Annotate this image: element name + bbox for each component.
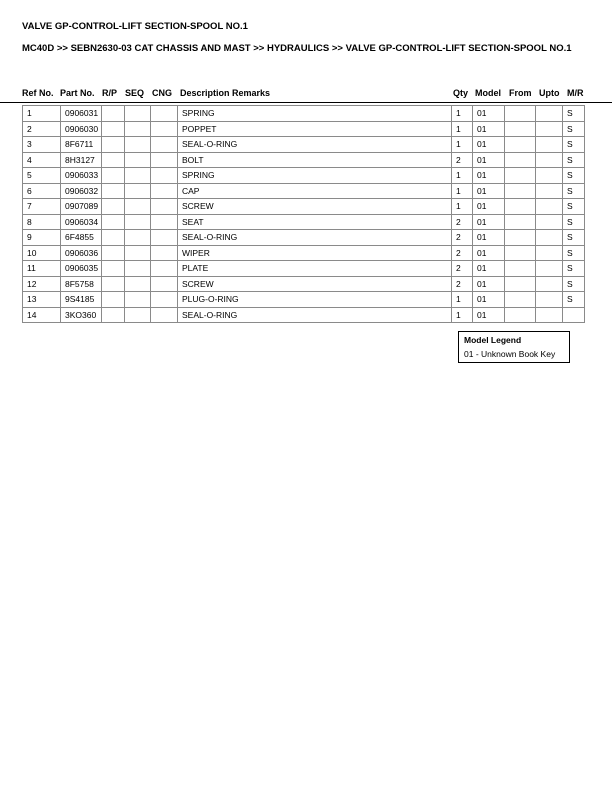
cell-upto (536, 230, 563, 246)
cell-rp (102, 261, 125, 277)
cell-cng (151, 214, 178, 230)
cell-part: 3KO360 (61, 307, 102, 323)
cell-desc: WIPER (178, 245, 452, 261)
table-row (23, 106, 585, 122)
cell-upto (536, 276, 563, 292)
cell-cng (151, 261, 178, 277)
cell-upto (536, 214, 563, 230)
column-header-cng: CNG (152, 88, 172, 98)
cell-upto (536, 168, 563, 184)
cell-part: 9S4185 (61, 292, 102, 308)
cell-seq (125, 199, 151, 215)
table-row (23, 245, 585, 261)
column-header-rp: R/P (102, 88, 118, 98)
cell-mr: S (563, 245, 585, 261)
cell-seq (125, 307, 151, 323)
cell-from (505, 292, 536, 308)
cell-qty: 1 (452, 183, 473, 199)
cell-qty: 1 (452, 121, 473, 137)
cell-rp (102, 183, 125, 199)
cell-model: 01 (473, 261, 505, 277)
cell-qty: 2 (452, 245, 473, 261)
cell-ref: 8 (23, 214, 61, 230)
cell-rp (102, 121, 125, 137)
cell-rp (102, 292, 125, 308)
cell-from (505, 214, 536, 230)
cell-qty: 2 (452, 276, 473, 292)
table-row (23, 168, 585, 184)
cell-desc: PLATE (178, 261, 452, 277)
cell-upto (536, 292, 563, 308)
cell-rp (102, 230, 125, 246)
cell-desc: SPRING (178, 168, 452, 184)
cell-from (505, 168, 536, 184)
cell-desc: SCREW (178, 276, 452, 292)
table-row (23, 230, 585, 246)
table-row (23, 214, 585, 230)
cell-ref: 4 (23, 152, 61, 168)
cell-upto (536, 307, 563, 323)
cell-model: 01 (473, 106, 505, 122)
cell-desc: SEAL-O-RING (178, 230, 452, 246)
cell-mr: S (563, 276, 585, 292)
column-header-seq: SEQ (125, 88, 145, 98)
cell-qty: 2 (452, 214, 473, 230)
cell-upto (536, 245, 563, 261)
cell-part: 0906030 (61, 121, 102, 137)
cell-desc: SPRING (178, 106, 452, 122)
cell-from (505, 199, 536, 215)
cell-rp (102, 307, 125, 323)
model-legend-item: 01 - Unknown Book Key (464, 349, 556, 359)
cell-cng (151, 121, 178, 137)
cell-seq (125, 168, 151, 184)
cell-ref: 14 (23, 307, 61, 323)
cell-part: 0906035 (61, 261, 102, 277)
cell-ref: 5 (23, 168, 61, 184)
cell-ref: 2 (23, 121, 61, 137)
cell-from (505, 230, 536, 246)
cell-desc: SEAT (178, 214, 452, 230)
cell-desc: BOLT (178, 152, 452, 168)
cell-qty: 1 (452, 292, 473, 308)
cell-cng (151, 183, 178, 199)
cell-model: 01 (473, 121, 505, 137)
cell-part: 6F4855 (61, 230, 102, 246)
page-title: VALVE GP-CONTROL-LIFT SECTION-SPOOL NO.1 (22, 21, 248, 32)
cell-qty: 1 (452, 168, 473, 184)
cell-rp (102, 106, 125, 122)
cell-seq (125, 292, 151, 308)
cell-desc: SEAL-O-RING (178, 307, 452, 323)
cell-seq (125, 230, 151, 246)
cell-upto (536, 121, 563, 137)
cell-model: 01 (473, 245, 505, 261)
cell-from (505, 307, 536, 323)
cell-rp (102, 214, 125, 230)
cell-model: 01 (473, 152, 505, 168)
parts-table (22, 105, 585, 323)
cell-mr: S (563, 152, 585, 168)
cell-qty: 1 (452, 307, 473, 323)
header-divider (0, 102, 612, 103)
table-row (23, 121, 585, 137)
cell-from (505, 183, 536, 199)
cell-qty: 2 (452, 152, 473, 168)
cell-part: 0906033 (61, 168, 102, 184)
column-header-part: Part No. (60, 88, 95, 98)
cell-part: 0906034 (61, 214, 102, 230)
cell-mr: S (563, 214, 585, 230)
table-row (23, 152, 585, 168)
cell-ref: 7 (23, 199, 61, 215)
cell-model: 01 (473, 168, 505, 184)
cell-part: 8F6711 (61, 137, 102, 153)
cell-part: 0907089 (61, 199, 102, 215)
cell-model: 01 (473, 292, 505, 308)
column-header-qty: Qty (453, 88, 469, 98)
cell-ref: 9 (23, 230, 61, 246)
cell-desc: PLUG-O-RING (178, 292, 452, 308)
cell-ref: 11 (23, 261, 61, 277)
cell-qty: 2 (452, 261, 473, 277)
cell-model: 01 (473, 307, 505, 323)
cell-part: 0906031 (61, 106, 102, 122)
cell-rp (102, 137, 125, 153)
cell-model: 01 (473, 183, 505, 199)
cell-mr (563, 307, 585, 323)
cell-mr: S (563, 168, 585, 184)
model-legend (458, 331, 570, 363)
cell-seq (125, 261, 151, 277)
cell-cng (151, 276, 178, 292)
cell-from (505, 152, 536, 168)
cell-seq (125, 245, 151, 261)
cell-desc: SCREW (178, 199, 452, 215)
breadcrumb: MC40D >> SEBN2630-03 CAT CHASSIS AND MAST >> HYDRAULICS >> VALVE GP-CONTROL-LIFT SECTION-SPOOL NO.1 (22, 43, 572, 54)
cell-upto (536, 183, 563, 199)
cell-upto (536, 137, 563, 153)
cell-from (505, 261, 536, 277)
column-header-from: From (509, 88, 532, 98)
cell-mr: S (563, 121, 585, 137)
cell-mr: S (563, 230, 585, 246)
cell-from (505, 276, 536, 292)
cell-seq (125, 121, 151, 137)
cell-model: 01 (473, 276, 505, 292)
cell-mr: S (563, 183, 585, 199)
cell-mr: S (563, 292, 585, 308)
cell-part: 8F5758 (61, 276, 102, 292)
model-legend-title: Model Legend (464, 335, 522, 345)
cell-qty: 1 (452, 199, 473, 215)
cell-cng (151, 199, 178, 215)
table-row (23, 276, 585, 292)
cell-cng (151, 292, 178, 308)
cell-model: 01 (473, 137, 505, 153)
cell-mr: S (563, 261, 585, 277)
cell-mr: S (563, 199, 585, 215)
column-header-mr: M/R (567, 88, 584, 98)
cell-model: 01 (473, 199, 505, 215)
cell-upto (536, 152, 563, 168)
cell-desc: POPPET (178, 121, 452, 137)
cell-seq (125, 183, 151, 199)
table-row (23, 183, 585, 199)
table-row (23, 307, 585, 323)
table-row (23, 199, 585, 215)
table-row (23, 137, 585, 153)
cell-upto (536, 106, 563, 122)
cell-from (505, 106, 536, 122)
cell-rp (102, 199, 125, 215)
cell-desc: CAP (178, 183, 452, 199)
cell-model: 01 (473, 230, 505, 246)
cell-ref: 3 (23, 137, 61, 153)
cell-mr: S (563, 137, 585, 153)
column-header-ref: Ref No. (22, 88, 54, 98)
cell-from (505, 137, 536, 153)
cell-qty: 2 (452, 230, 473, 246)
cell-model: 01 (473, 214, 505, 230)
cell-ref: 6 (23, 183, 61, 199)
cell-rp (102, 168, 125, 184)
cell-qty: 1 (452, 106, 473, 122)
cell-seq (125, 152, 151, 168)
cell-qty: 1 (452, 137, 473, 153)
cell-seq (125, 137, 151, 153)
cell-from (505, 245, 536, 261)
cell-ref: 13 (23, 292, 61, 308)
cell-ref: 12 (23, 276, 61, 292)
cell-cng (151, 168, 178, 184)
cell-rp (102, 245, 125, 261)
table-row (23, 292, 585, 308)
column-header-upto: Upto (539, 88, 560, 98)
cell-cng (151, 245, 178, 261)
cell-seq (125, 214, 151, 230)
parts-table-body (23, 106, 585, 323)
cell-upto (536, 261, 563, 277)
cell-part: 0906036 (61, 245, 102, 261)
cell-part: 0906032 (61, 183, 102, 199)
cell-cng (151, 137, 178, 153)
cell-mr: S (563, 106, 585, 122)
cell-seq (125, 106, 151, 122)
cell-upto (536, 199, 563, 215)
cell-seq (125, 276, 151, 292)
cell-from (505, 121, 536, 137)
cell-ref: 1 (23, 106, 61, 122)
cell-cng (151, 230, 178, 246)
cell-cng (151, 307, 178, 323)
cell-rp (102, 276, 125, 292)
cell-cng (151, 106, 178, 122)
column-header-desc: Description Remarks (180, 88, 271, 98)
table-row (23, 261, 585, 277)
column-header-model: Model (475, 88, 501, 98)
cell-cng (151, 152, 178, 168)
cell-ref: 10 (23, 245, 61, 261)
cell-desc: SEAL-O-RING (178, 137, 452, 153)
cell-part: 8H3127 (61, 152, 102, 168)
cell-rp (102, 152, 125, 168)
